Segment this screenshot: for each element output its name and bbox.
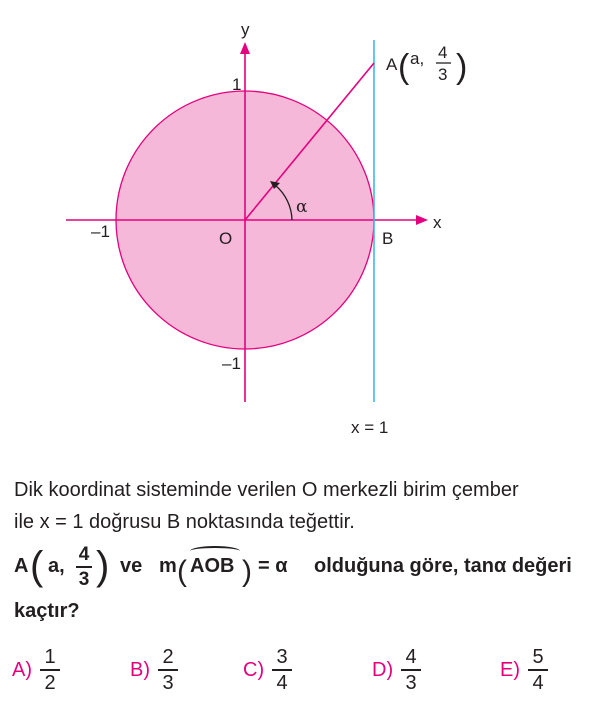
cond-m: m bbox=[159, 555, 177, 577]
point-a-coord-a: a, bbox=[410, 49, 425, 68]
choice-d[interactable] bbox=[372, 640, 421, 700]
point-a-denominator: 3 bbox=[438, 65, 448, 84]
cond-angle-name: AOB bbox=[190, 555, 235, 577]
choice-a-numerator: 1 bbox=[44, 646, 56, 668]
choice-e[interactable] bbox=[500, 640, 548, 700]
x-axis-arrow-icon bbox=[416, 215, 428, 225]
point-b-label: B bbox=[382, 229, 394, 248]
tick-y-1: 1 bbox=[232, 75, 242, 94]
problem-question: kaçtır? bbox=[14, 600, 80, 622]
choice-c-fraction-bar bbox=[272, 669, 292, 671]
choice-e-fraction-bar bbox=[528, 669, 548, 671]
point-a-letter: A bbox=[386, 55, 398, 74]
tangent-line-label: x = 1 bbox=[351, 418, 389, 437]
choice-b-numerator: 2 bbox=[162, 646, 174, 668]
cond-denominator: 3 bbox=[78, 569, 90, 590]
cond-fraction-bar bbox=[76, 566, 92, 568]
problem-line-1: Dik koordinat sisteminde verilen O merkezli birim çember bbox=[14, 479, 519, 501]
y-axis-arrow-icon bbox=[240, 42, 250, 54]
cond-coord-a: a, bbox=[48, 555, 65, 577]
cond-equals-alpha: = α bbox=[258, 555, 288, 577]
cond-m-close-paren: ) bbox=[242, 555, 252, 588]
choice-b-letter: B) bbox=[130, 658, 150, 681]
choice-c-letter: C) bbox=[243, 658, 265, 681]
tick-x-minus-1: –1 bbox=[91, 222, 110, 241]
cond-open-paren: ( bbox=[30, 544, 44, 588]
point-a-numerator: 4 bbox=[438, 43, 448, 62]
cond-numerator: 4 bbox=[78, 544, 90, 565]
cond-point-a: A bbox=[14, 555, 29, 577]
choice-d-denominator: 3 bbox=[405, 672, 417, 694]
cond-m-open-paren: ( bbox=[177, 555, 187, 588]
choice-d-fraction-bar bbox=[401, 669, 421, 671]
choice-c-fraction bbox=[272, 646, 292, 694]
origin-label: O bbox=[219, 229, 233, 248]
choice-a-denominator: 2 bbox=[44, 672, 56, 694]
answer-choices bbox=[0, 640, 605, 700]
tick-y-minus-1: –1 bbox=[222, 354, 241, 373]
cond-tail: olduğuna göre, tanα değeri bbox=[314, 555, 572, 577]
cond-close-paren: ) bbox=[96, 544, 110, 588]
choice-a-fraction-bar bbox=[40, 669, 60, 671]
choice-b-fraction bbox=[158, 646, 178, 694]
choice-e-fraction bbox=[528, 646, 548, 694]
cond-fraction bbox=[76, 544, 92, 590]
point-a-label bbox=[386, 43, 467, 86]
cond-ve: ve bbox=[120, 555, 143, 577]
point-a-close-paren: ) bbox=[456, 48, 468, 86]
choice-b-fraction-bar bbox=[158, 669, 178, 671]
choice-e-letter: E) bbox=[500, 658, 520, 681]
x-axis-label: x bbox=[433, 213, 442, 232]
problem-line-2: ile x = 1 doğrusu B noktasında teğettir. bbox=[14, 511, 355, 533]
choice-d-letter: D) bbox=[372, 658, 394, 681]
choice-d-numerator: 4 bbox=[405, 646, 417, 668]
problem-text bbox=[14, 474, 599, 538]
choice-a-letter: A) bbox=[12, 658, 32, 681]
point-a-open-paren: ( bbox=[398, 48, 410, 86]
y-axis-label: y bbox=[241, 20, 250, 39]
choice-a-fraction bbox=[40, 646, 60, 694]
choice-c-numerator: 3 bbox=[276, 646, 288, 668]
angle-alpha-label: α bbox=[296, 197, 308, 217]
choice-e-denominator: 4 bbox=[532, 672, 544, 694]
choice-a[interactable] bbox=[12, 640, 60, 700]
choice-b-denominator: 3 bbox=[162, 672, 174, 694]
choice-b[interactable] bbox=[130, 640, 178, 700]
choice-e-numerator: 5 bbox=[532, 646, 544, 668]
choice-c[interactable] bbox=[243, 640, 292, 700]
choice-c-denominator: 4 bbox=[276, 672, 288, 694]
problem-condition bbox=[14, 540, 604, 600]
choice-d-fraction bbox=[401, 646, 421, 694]
